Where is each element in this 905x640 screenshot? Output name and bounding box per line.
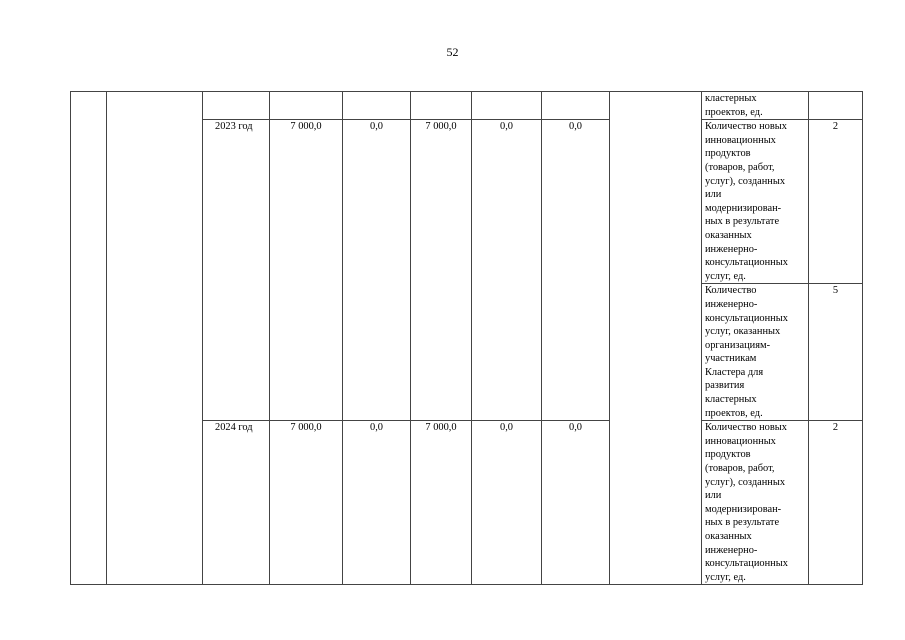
indicator-line: услуг, ед. — [705, 571, 746, 583]
indicator-line: оказанных — [705, 229, 752, 241]
indicator-line: инженерно- — [705, 243, 758, 255]
indicator-line: кластерных — [705, 93, 757, 104]
local-cell: 0,0 — [472, 120, 542, 421]
indicator-line: консультационных — [705, 312, 788, 324]
indicator-line: Количество новых — [705, 422, 787, 434]
indicator-line: ных в результате — [705, 216, 780, 228]
indicator-line: услуг), созданных — [705, 476, 786, 488]
indicator-line: Количество — [705, 285, 757, 297]
year-cell — [203, 92, 270, 120]
indicator-line: или — [705, 490, 722, 502]
indicator-line: инновационных — [705, 435, 776, 447]
number-cell — [71, 92, 107, 585]
regional-cell — [411, 92, 472, 120]
indicator-line: участникам — [705, 353, 757, 365]
indicator-cell — [702, 421, 809, 585]
total-cell: 7 000,0 — [270, 421, 343, 585]
indicator-line: продуктов — [705, 148, 751, 160]
page-number: 52 — [446, 45, 459, 59]
executor-cell — [610, 92, 702, 585]
indicator-value-cell: 2 — [809, 421, 863, 585]
event-name-cell — [107, 92, 203, 585]
indicator-line: инновационных — [705, 134, 776, 146]
indicator-line: инженерно- — [705, 544, 758, 556]
program-table — [70, 91, 863, 585]
regional-cell: 7 000,0 — [411, 120, 472, 421]
indicator-line: инженерно- — [705, 298, 758, 310]
table-row — [71, 92, 863, 120]
indicator-line: услуг, оказанных — [705, 326, 781, 338]
federal-cell: 0,0 — [343, 421, 411, 585]
total-cell: 7 000,0 — [270, 120, 343, 421]
local-cell — [472, 92, 542, 120]
indicator-line: организациям- — [705, 339, 771, 351]
indicator-line: модернизирован- — [705, 202, 782, 214]
indicator-line: (товаров, работ, — [705, 463, 775, 475]
indicator-line: оказанных — [705, 531, 752, 542]
indicator-value-cell: 2 — [809, 120, 863, 284]
indicator-line: проектов, ед. — [705, 106, 763, 118]
local-cell: 0,0 — [472, 421, 542, 585]
indicator-line: продуктов — [705, 449, 751, 461]
federal-cell: 0,0 — [343, 120, 411, 421]
indicator-value-cell — [809, 92, 863, 120]
indicator-value-cell: 5 — [809, 284, 863, 421]
indicator-line: Количество новых — [705, 121, 787, 133]
indicator-line: услуг), созданных — [705, 175, 786, 187]
indicator-line: модернизирован- — [705, 503, 782, 515]
regional-cell: 7 000,0 — [411, 421, 472, 585]
indicator-cell — [702, 92, 809, 120]
federal-cell — [343, 92, 411, 120]
other-cell — [542, 92, 610, 120]
indicator-line: развития — [705, 380, 745, 392]
indicator-line: консультационных — [705, 558, 788, 570]
indicator-line: услуг, ед. — [705, 270, 746, 282]
indicator-line: проектов, ед. — [705, 407, 763, 419]
indicator-line: кластерных — [705, 394, 757, 406]
indicator-cell — [702, 120, 809, 284]
other-cell: 0,0 — [542, 421, 610, 585]
indicator-cell — [702, 284, 809, 421]
total-cell — [270, 92, 343, 120]
indicator-line: ных в результате — [705, 517, 780, 529]
year-cell: 2023 год — [203, 120, 270, 421]
indicator-line: Кластера для — [705, 366, 764, 378]
year-cell: 2024 год — [203, 421, 270, 585]
indicator-line: или — [705, 189, 722, 201]
other-cell: 0,0 — [542, 120, 610, 421]
indicator-line: (товаров, работ, — [705, 161, 775, 173]
indicator-line: консультационных — [705, 257, 788, 269]
